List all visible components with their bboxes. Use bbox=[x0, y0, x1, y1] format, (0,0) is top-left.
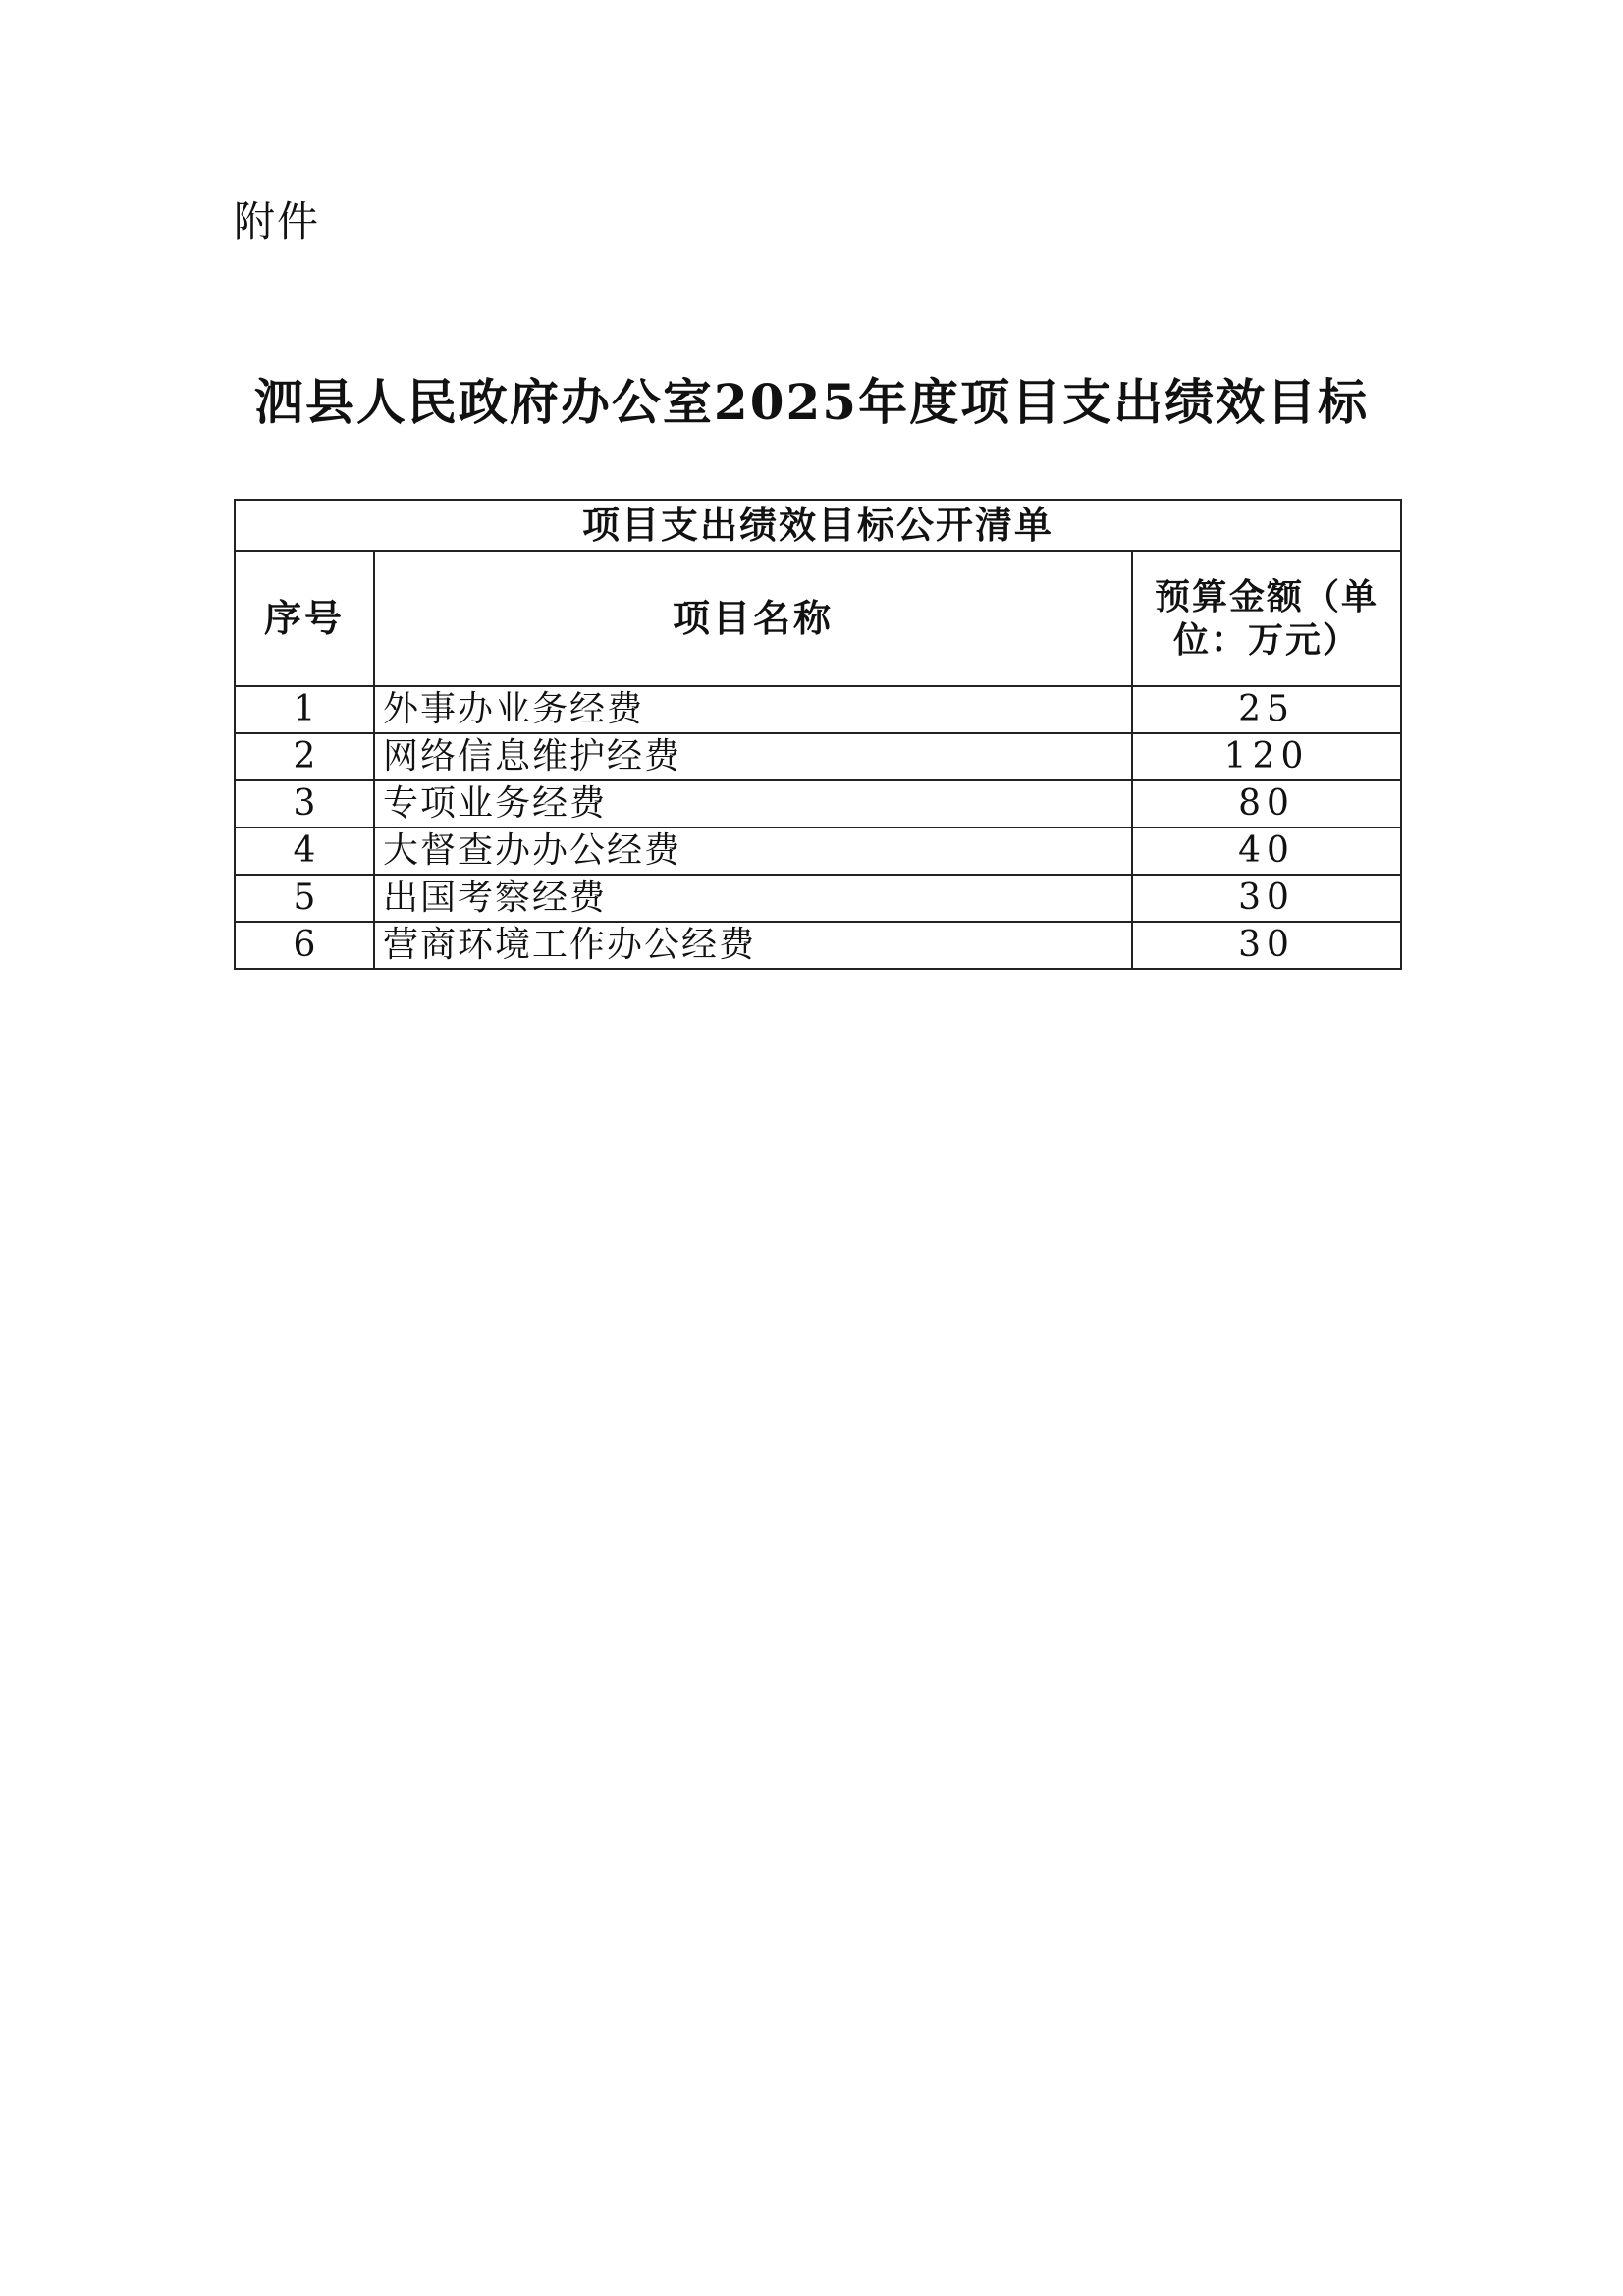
row-index-cell: 1 bbox=[235, 686, 374, 733]
header-index: 序号 bbox=[235, 551, 374, 686]
row-index-cell: 4 bbox=[235, 828, 374, 875]
row-name-cell: 网络信息维护经费 bbox=[374, 733, 1132, 780]
table-row bbox=[235, 733, 1401, 780]
row-name-cell: 出国考察经费 bbox=[374, 875, 1132, 922]
table-row bbox=[235, 780, 1401, 828]
row-index-cell: 3 bbox=[235, 780, 374, 828]
table-row bbox=[235, 922, 1401, 969]
row-amount-cell: 120 bbox=[1132, 733, 1401, 780]
row-amount-cell: 25 bbox=[1132, 686, 1401, 733]
table-row bbox=[235, 875, 1401, 922]
row-amount-cell: 30 bbox=[1132, 922, 1401, 969]
table-header-row bbox=[235, 551, 1401, 686]
row-index-cell: 5 bbox=[235, 875, 374, 922]
table-row bbox=[235, 686, 1401, 733]
table-caption: 项目支出绩效目标公开清单 bbox=[235, 500, 1401, 551]
row-name-cell: 营商环境工作办公经费 bbox=[374, 922, 1132, 969]
row-name-cell: 大督查办办公经费 bbox=[374, 828, 1132, 875]
table-caption-row bbox=[235, 500, 1401, 551]
header-amount: 预算金额（单位：万元） bbox=[1132, 551, 1401, 686]
document-title: 泗县人民政府办公室2025年度项目支出绩效目标 bbox=[253, 373, 1370, 431]
performance-target-table bbox=[234, 499, 1402, 970]
attachment-label: 附件 bbox=[234, 197, 321, 245]
row-name-cell: 外事办业务经费 bbox=[374, 686, 1132, 733]
table-body bbox=[235, 686, 1401, 969]
row-index-cell: 2 bbox=[235, 733, 374, 780]
row-name-cell: 专项业务经费 bbox=[374, 780, 1132, 828]
table-row bbox=[235, 828, 1401, 875]
row-amount-cell: 30 bbox=[1132, 875, 1401, 922]
row-amount-cell: 80 bbox=[1132, 780, 1401, 828]
header-name: 项目名称 bbox=[374, 551, 1132, 686]
row-amount-cell: 40 bbox=[1132, 828, 1401, 875]
row-index-cell: 6 bbox=[235, 922, 374, 969]
